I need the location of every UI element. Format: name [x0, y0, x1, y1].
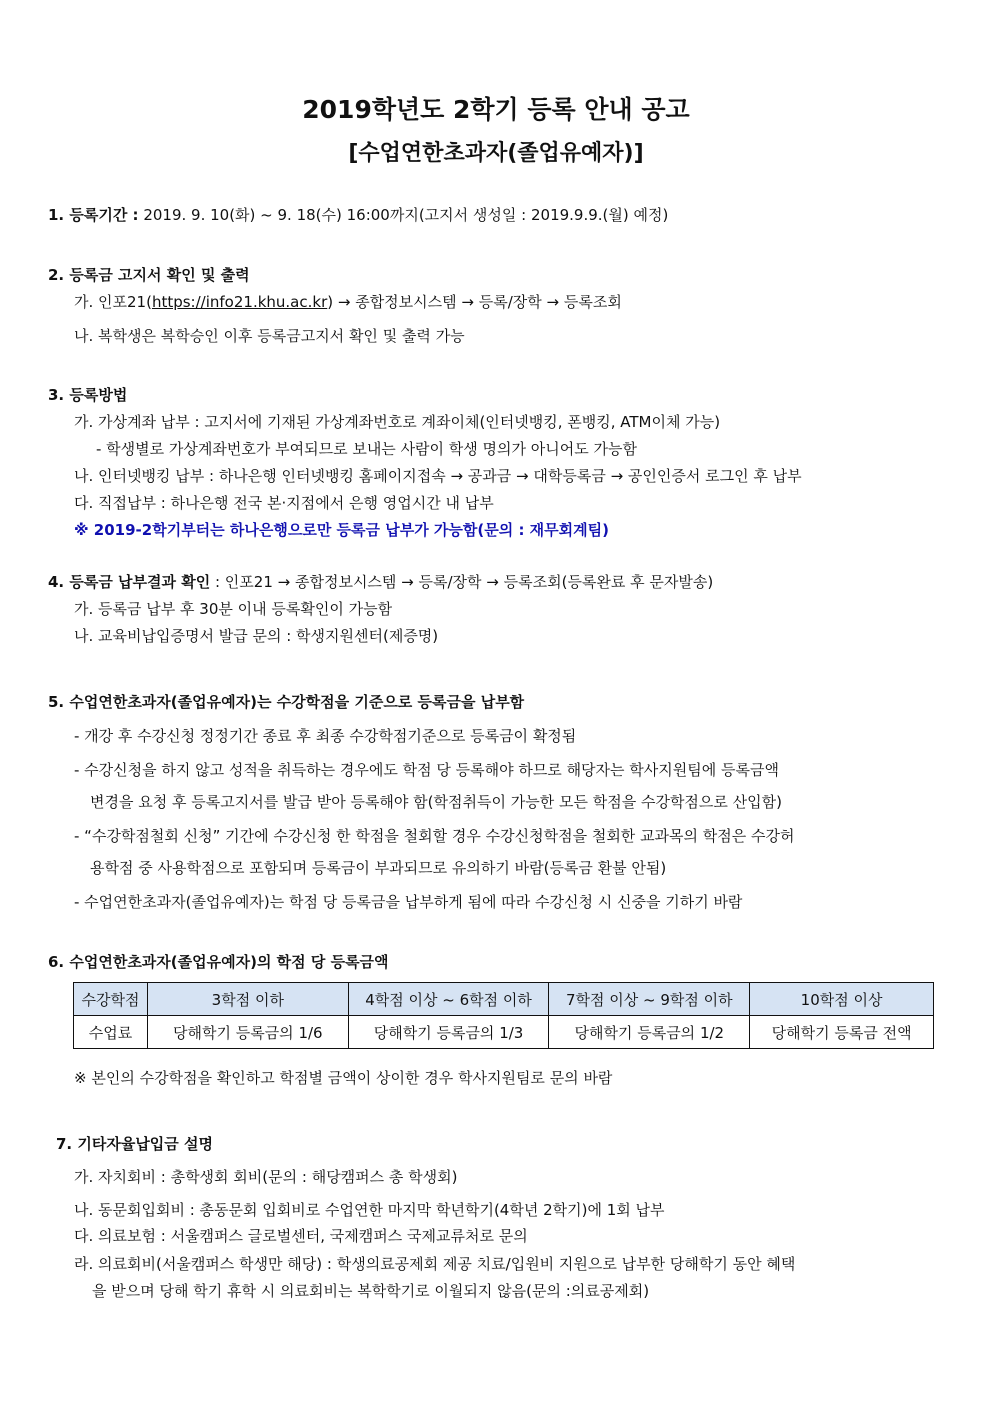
- section-4-item-b: 나. 교육비납입증명서 발급 문의 : 학생지원센터(제증명): [74, 627, 439, 645]
- section-4-item-a: 가. 등록금 납부 후 30분 이내 등록확인이 가능함: [74, 600, 393, 618]
- section-3-item-a: 가. 가상계좌 납부 : 고지서에 기재된 가상계좌번호로 계좌이체(인터넷뱅킹, 폰뱅킹, ATM이체 가능): [74, 413, 721, 431]
- section-7-item-a: 가. 자치회비 : 총학생회 회비(문의 : 해당캠퍼스 총 학생회): [74, 1168, 458, 1186]
- section-2-heading: 2. 등록금 고지서 확인 및 출력: [48, 266, 250, 284]
- fee-table-cell: 당해학기 등록금의 1/6: [147, 1016, 348, 1049]
- page-title: 2019학년도 2학기 등록 안내 공고: [302, 95, 690, 124]
- section-7-heading: 7. 기타자율납입금 설명: [56, 1135, 213, 1153]
- section-2-item-a-prefix: 가. 인포21(: [74, 293, 152, 311]
- section-5-line-1: - 개강 후 수강신청 정정기간 종료 후 최종 수강학점기준으로 등록금이 확정됨: [74, 727, 577, 745]
- section-5-line-3: - “수강학점철회 신청” 기간에 수강신청 한 학점을 철회할 경우 수강신청학점을 철회한 교과목의 학점은 수강허: [74, 827, 795, 845]
- section-2-item-a-suffix: ) → 종합정보시스템 → 등록/장학 → 등록조회: [327, 293, 622, 311]
- section-5-line-3-cont: 용학점 중 사용학점으로 포함되며 등록금이 부과되므로 유의하기 바람(등록금 환불 안됨): [90, 859, 667, 877]
- section-3-heading: 3. 등록방법: [48, 386, 128, 404]
- section-3-note: ※ 2019-2학기부터는 하나은행으로만 등록금 납부가 가능함(문의 : 재무회계팀): [74, 521, 609, 539]
- section-1: [48, 205, 668, 225]
- fee-table-cell: 당해학기 등록금의 1/2: [549, 1016, 750, 1049]
- fee-table-cell: 수업료: [74, 1016, 148, 1049]
- section-5-line-2-cont: 변경을 요청 후 등록고지서를 발급 받아 등록해야 함(학점취득이 가능한 모든 학점을 수강학점으로 산입함): [90, 793, 782, 811]
- fee-table-header-cell: 7학점 이상 ~ 9학점 이하: [549, 983, 750, 1016]
- fee-table-header-cell: 10학점 이상: [750, 983, 934, 1016]
- fee-table-cell: 당해학기 등록금의 1/3: [348, 1016, 549, 1049]
- section-3-item-a-sub: - 학생별로 가상계좌번호가 부여되므로 보내는 사람이 학생 명의가 아니어도 가능함: [96, 440, 637, 458]
- section-3-item-c: 다. 직접납부 : 하나은행 전국 본·지점에서 은행 영업시간 내 납부: [74, 494, 494, 512]
- section-4-heading: 4. 등록금 납부결과 확인: [48, 573, 211, 591]
- section-6-note: ※ 본인의 수강학점을 확인하고 학점별 금액이 상이한 경우 학사지원팀로 문의 바람: [74, 1069, 613, 1087]
- section-7-item-d: 라. 의료회비(서울캠퍼스 학생만 해당) : 학생의료공제회 제공 치료/입원비 지원으로 납부한 당해학기 동안 혜택: [74, 1255, 796, 1273]
- section-4: [48, 572, 713, 592]
- fee-table-header-cell: 3학점 이하: [147, 983, 348, 1016]
- section-2-item-b: 나. 복학생은 복학승인 이후 등록금고지서 확인 및 출력 가능: [74, 327, 465, 345]
- info21-link[interactable]: https://info21.khu.ac.kr: [151, 293, 328, 311]
- section-1-heading: 1. 등록기간 :: [48, 206, 139, 224]
- fee-table-cell: 당해학기 등록금 전액: [750, 1016, 934, 1049]
- section-7-item-c: 다. 의료보험 : 서울캠퍼스 글로벌센터, 국제캠퍼스 국제교류처로 문의: [74, 1227, 528, 1245]
- fee-table-header-row: [74, 983, 934, 1016]
- section-1-text: 2019. 9. 10(화) ~ 9. 18(수) 16:00까지(고지서 생성일 : 2019.9.9.(월) 예정): [138, 206, 669, 224]
- section-2-item-a: [74, 292, 622, 312]
- fee-table-row: [74, 1016, 934, 1049]
- section-7-item-b: 나. 동문회입회비 : 총동문회 입회비로 수업연한 마지막 학년학기(4학년 2학기)에 1회 납부: [74, 1201, 665, 1219]
- section-7-item-d-cont: 을 받으며 당해 학기 휴학 시 의료회비는 복학학기로 이월되지 않음(문의 :의료공제회): [92, 1282, 650, 1300]
- section-5-line-4: - 수업연한초과자(졸업유예자)는 학점 당 등록금을 납부하게 됨에 따라 수강신청 시 신중을 기하기 바람: [74, 893, 743, 911]
- fee-table: [73, 982, 934, 1049]
- section-5-heading: 5. 수업연한초과자(졸업유예자)는 수강학점을 기준으로 등록금을 납부함: [48, 693, 525, 711]
- fee-table-header-cell: 수강학점: [74, 983, 148, 1016]
- section-3-item-b: 나. 인터넷뱅킹 납부 : 하나은행 인터넷뱅킹 홈페이지접속 → 공과금 → 대학등록금 → 공인인증서 로그인 후 납부: [74, 467, 802, 485]
- section-6-heading: 6. 수업연한초과자(졸업유예자)의 학점 당 등록금액: [48, 953, 389, 971]
- page-subtitle: [수업연한초과자(졸업유예자)]: [348, 141, 644, 166]
- fee-table-header-cell: 4학점 이상 ~ 6학점 이하: [348, 983, 549, 1016]
- section-4-text: : 인포21 → 종합정보시스템 → 등록/장학 → 등록조회(등록완료 후 문자발송): [210, 573, 714, 591]
- section-5-line-2: - 수강신청을 하지 않고 성적을 취득하는 경우에도 학점 당 등록해야 하므로 해당자는 학사지원팀에 등록금액: [74, 761, 779, 779]
